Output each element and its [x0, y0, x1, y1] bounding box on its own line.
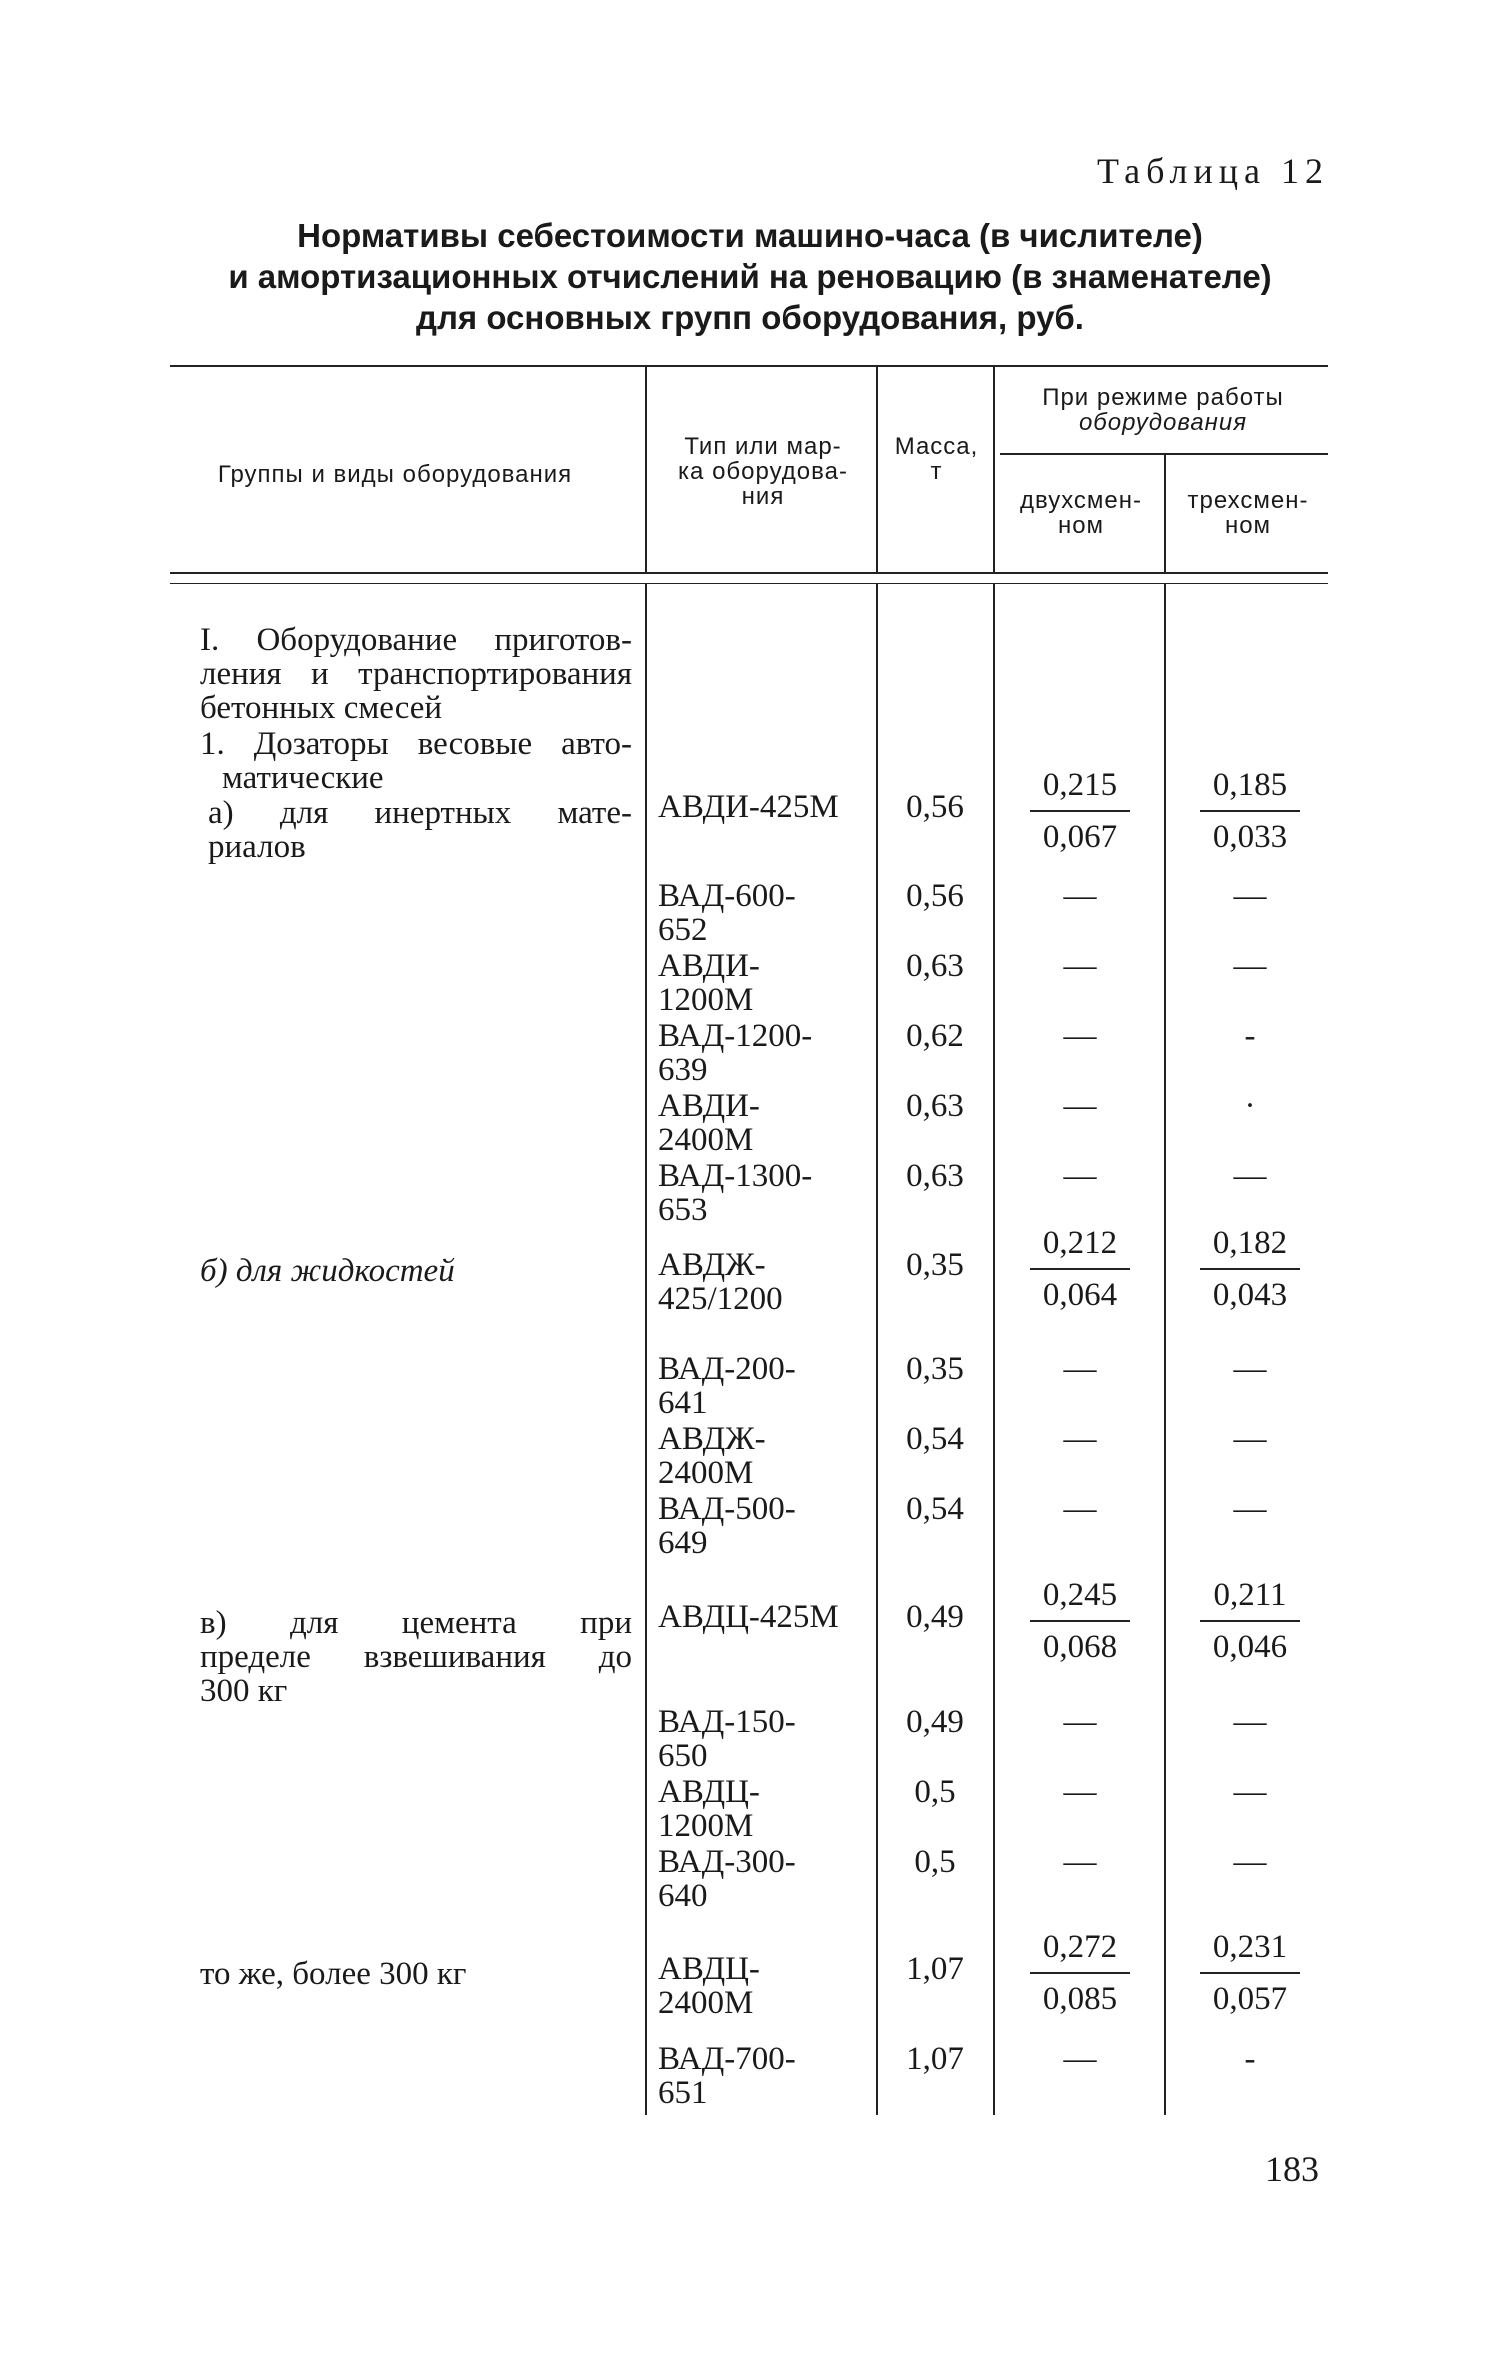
equipment-type: АВДИ-425М: [658, 789, 839, 825]
mass-value: 0,56: [906, 789, 964, 825]
group-cement-over-300: то же, более 300 кг: [200, 1956, 467, 1992]
group-dosers: 1. Дозаторы весовые авто- матические: [200, 726, 632, 796]
three-shift-value: -: [1244, 1018, 1256, 1054]
three-shift-value: —: [1233, 1491, 1267, 1527]
mass-value: 0,49: [906, 1599, 964, 1635]
equipment-type: АВДИ- 1200М: [658, 948, 760, 1018]
two-shift-value: —: [1063, 948, 1097, 984]
mass-value: 0,35: [906, 1351, 964, 1387]
three-shift-value: —: [1233, 1774, 1267, 1810]
header-groups: Группы и виды оборудования: [217, 461, 573, 488]
body-divider-mode: [993, 583, 995, 2115]
equipment-type: АВДЦ- 2400М: [658, 1951, 760, 2021]
three-shift-value: ·: [1244, 1088, 1256, 1124]
two-shift-fraction: 0,215 0,067: [1000, 768, 1160, 854]
equipment-type: АВДЦ-425М: [658, 1599, 839, 1635]
mass-value: 0,54: [906, 1491, 964, 1527]
two-shift-value: —: [1063, 1158, 1097, 1194]
three-shift-value: —: [1233, 1704, 1267, 1740]
title-line-1: Нормативы себестоимости машино-часа (в числителе): [297, 217, 1203, 254]
mass-value: 1,07: [906, 1951, 964, 1987]
header-bottom-rule: [170, 572, 1328, 574]
equipment-type: ВАД-200- 641: [658, 1351, 796, 1421]
equipment-type: ВАД-1300- 653: [658, 1158, 813, 1228]
mass-value: 0,63: [906, 948, 964, 984]
mass-value: 0,63: [906, 1088, 964, 1124]
three-shift-value: —: [1233, 878, 1267, 914]
group-cement: в) для цемента при пределе взвешивания до 300 кг: [200, 1605, 632, 1709]
equipment-type: АВДИ- 2400М: [658, 1088, 760, 1158]
two-shift-value: —: [1063, 2041, 1097, 2077]
col-divider-mode: [993, 365, 995, 572]
three-shift-value: —: [1233, 1844, 1267, 1880]
table-title: [150, 215, 1350, 338]
three-shift-fraction: 0,231 0,057: [1170, 1930, 1330, 2016]
mass-value: 0,56: [906, 878, 964, 914]
two-shift-value: —: [1063, 1704, 1097, 1740]
equipment-type: ВАД-500- 649: [658, 1491, 796, 1561]
three-shift-value: —: [1233, 1158, 1267, 1194]
equipment-type: ВАД-150- 650: [658, 1704, 796, 1774]
three-shift-value: —: [1233, 1421, 1267, 1457]
header-double-rule: [170, 583, 1328, 584]
group-liquids: б) для жидкостей: [200, 1253, 455, 1289]
two-shift-fraction: 0,272 0,085: [1000, 1930, 1160, 2016]
mass-value: 0,5: [914, 1774, 956, 1810]
two-shift-fraction: 0,245 0,068: [1000, 1578, 1160, 1664]
three-shift-value: —: [1233, 1351, 1267, 1387]
two-shift-value: —: [1063, 878, 1097, 914]
three-shift-fraction: 0,185 0,033: [1170, 768, 1330, 854]
header-two-shift: двухсмен- ном: [1019, 487, 1143, 539]
two-shift-value: —: [1063, 1844, 1097, 1880]
equipment-type: ВАД-600- 652: [658, 878, 796, 948]
col-divider-shift: [1164, 453, 1166, 572]
three-shift-fraction: 0,182 0,043: [1170, 1226, 1330, 1312]
header-type: Тип или мар- ка оборудова- ния: [678, 433, 848, 510]
two-shift-value: —: [1063, 1351, 1097, 1387]
body-divider-type: [645, 583, 647, 2115]
two-shift-fraction: 0,212 0,064: [1000, 1226, 1160, 1312]
group-section-1: I. Оборудование приготов- ления и транспортирования бетонных смесей: [200, 622, 632, 726]
two-shift-value: —: [1063, 1018, 1097, 1054]
table-top-rule: [170, 365, 1328, 367]
three-shift-value: —: [1233, 948, 1267, 984]
mass-value: 0,63: [906, 1158, 964, 1194]
mass-value: 0,62: [906, 1018, 964, 1054]
equipment-type: АВДЖ- 425/1200: [658, 1247, 783, 1317]
two-shift-value: —: [1063, 1088, 1097, 1124]
equipment-type: ВАД-300- 640: [658, 1844, 796, 1914]
page-number: 183: [1265, 2149, 1319, 2189]
two-shift-value: —: [1063, 1491, 1097, 1527]
table-label: Таблица 12: [1097, 151, 1329, 191]
col-divider-mass: [876, 365, 878, 572]
equipment-type: АВДЦ- 1200М: [658, 1774, 760, 1844]
equipment-type: ВАД-700- 651: [658, 2041, 796, 2111]
three-shift-value: -: [1244, 2041, 1256, 2077]
mass-value: 0,5: [914, 1844, 956, 1880]
mass-value: 0,54: [906, 1421, 964, 1457]
col-divider-type: [645, 365, 647, 572]
mass-value: 1,07: [906, 2041, 964, 2077]
title-line-3: для основных групп оборудования, руб.: [416, 299, 1084, 336]
group-inert-materials: а) для инертных мате- риалов: [208, 795, 632, 865]
header-three-shift: трехсмен- ном: [1187, 487, 1309, 539]
three-shift-fraction: 0,211 0,046: [1170, 1578, 1330, 1664]
equipment-type: ВАД-1200- 639: [658, 1018, 813, 1088]
mass-value: 0,35: [906, 1247, 964, 1283]
mass-value: 0,49: [906, 1704, 964, 1740]
body-divider-shift: [1164, 583, 1166, 2115]
header-mode: При режиме работы оборудования: [1042, 384, 1284, 436]
body-divider-mass: [876, 583, 878, 2115]
two-shift-value: —: [1063, 1774, 1097, 1810]
header-mass: Масса, т: [894, 433, 979, 485]
equipment-type: АВДЖ- 2400М: [658, 1421, 766, 1491]
two-shift-value: —: [1063, 1421, 1097, 1457]
title-line-2: и амортизационных отчислений на реновацию (в знаменателе): [228, 258, 1272, 295]
